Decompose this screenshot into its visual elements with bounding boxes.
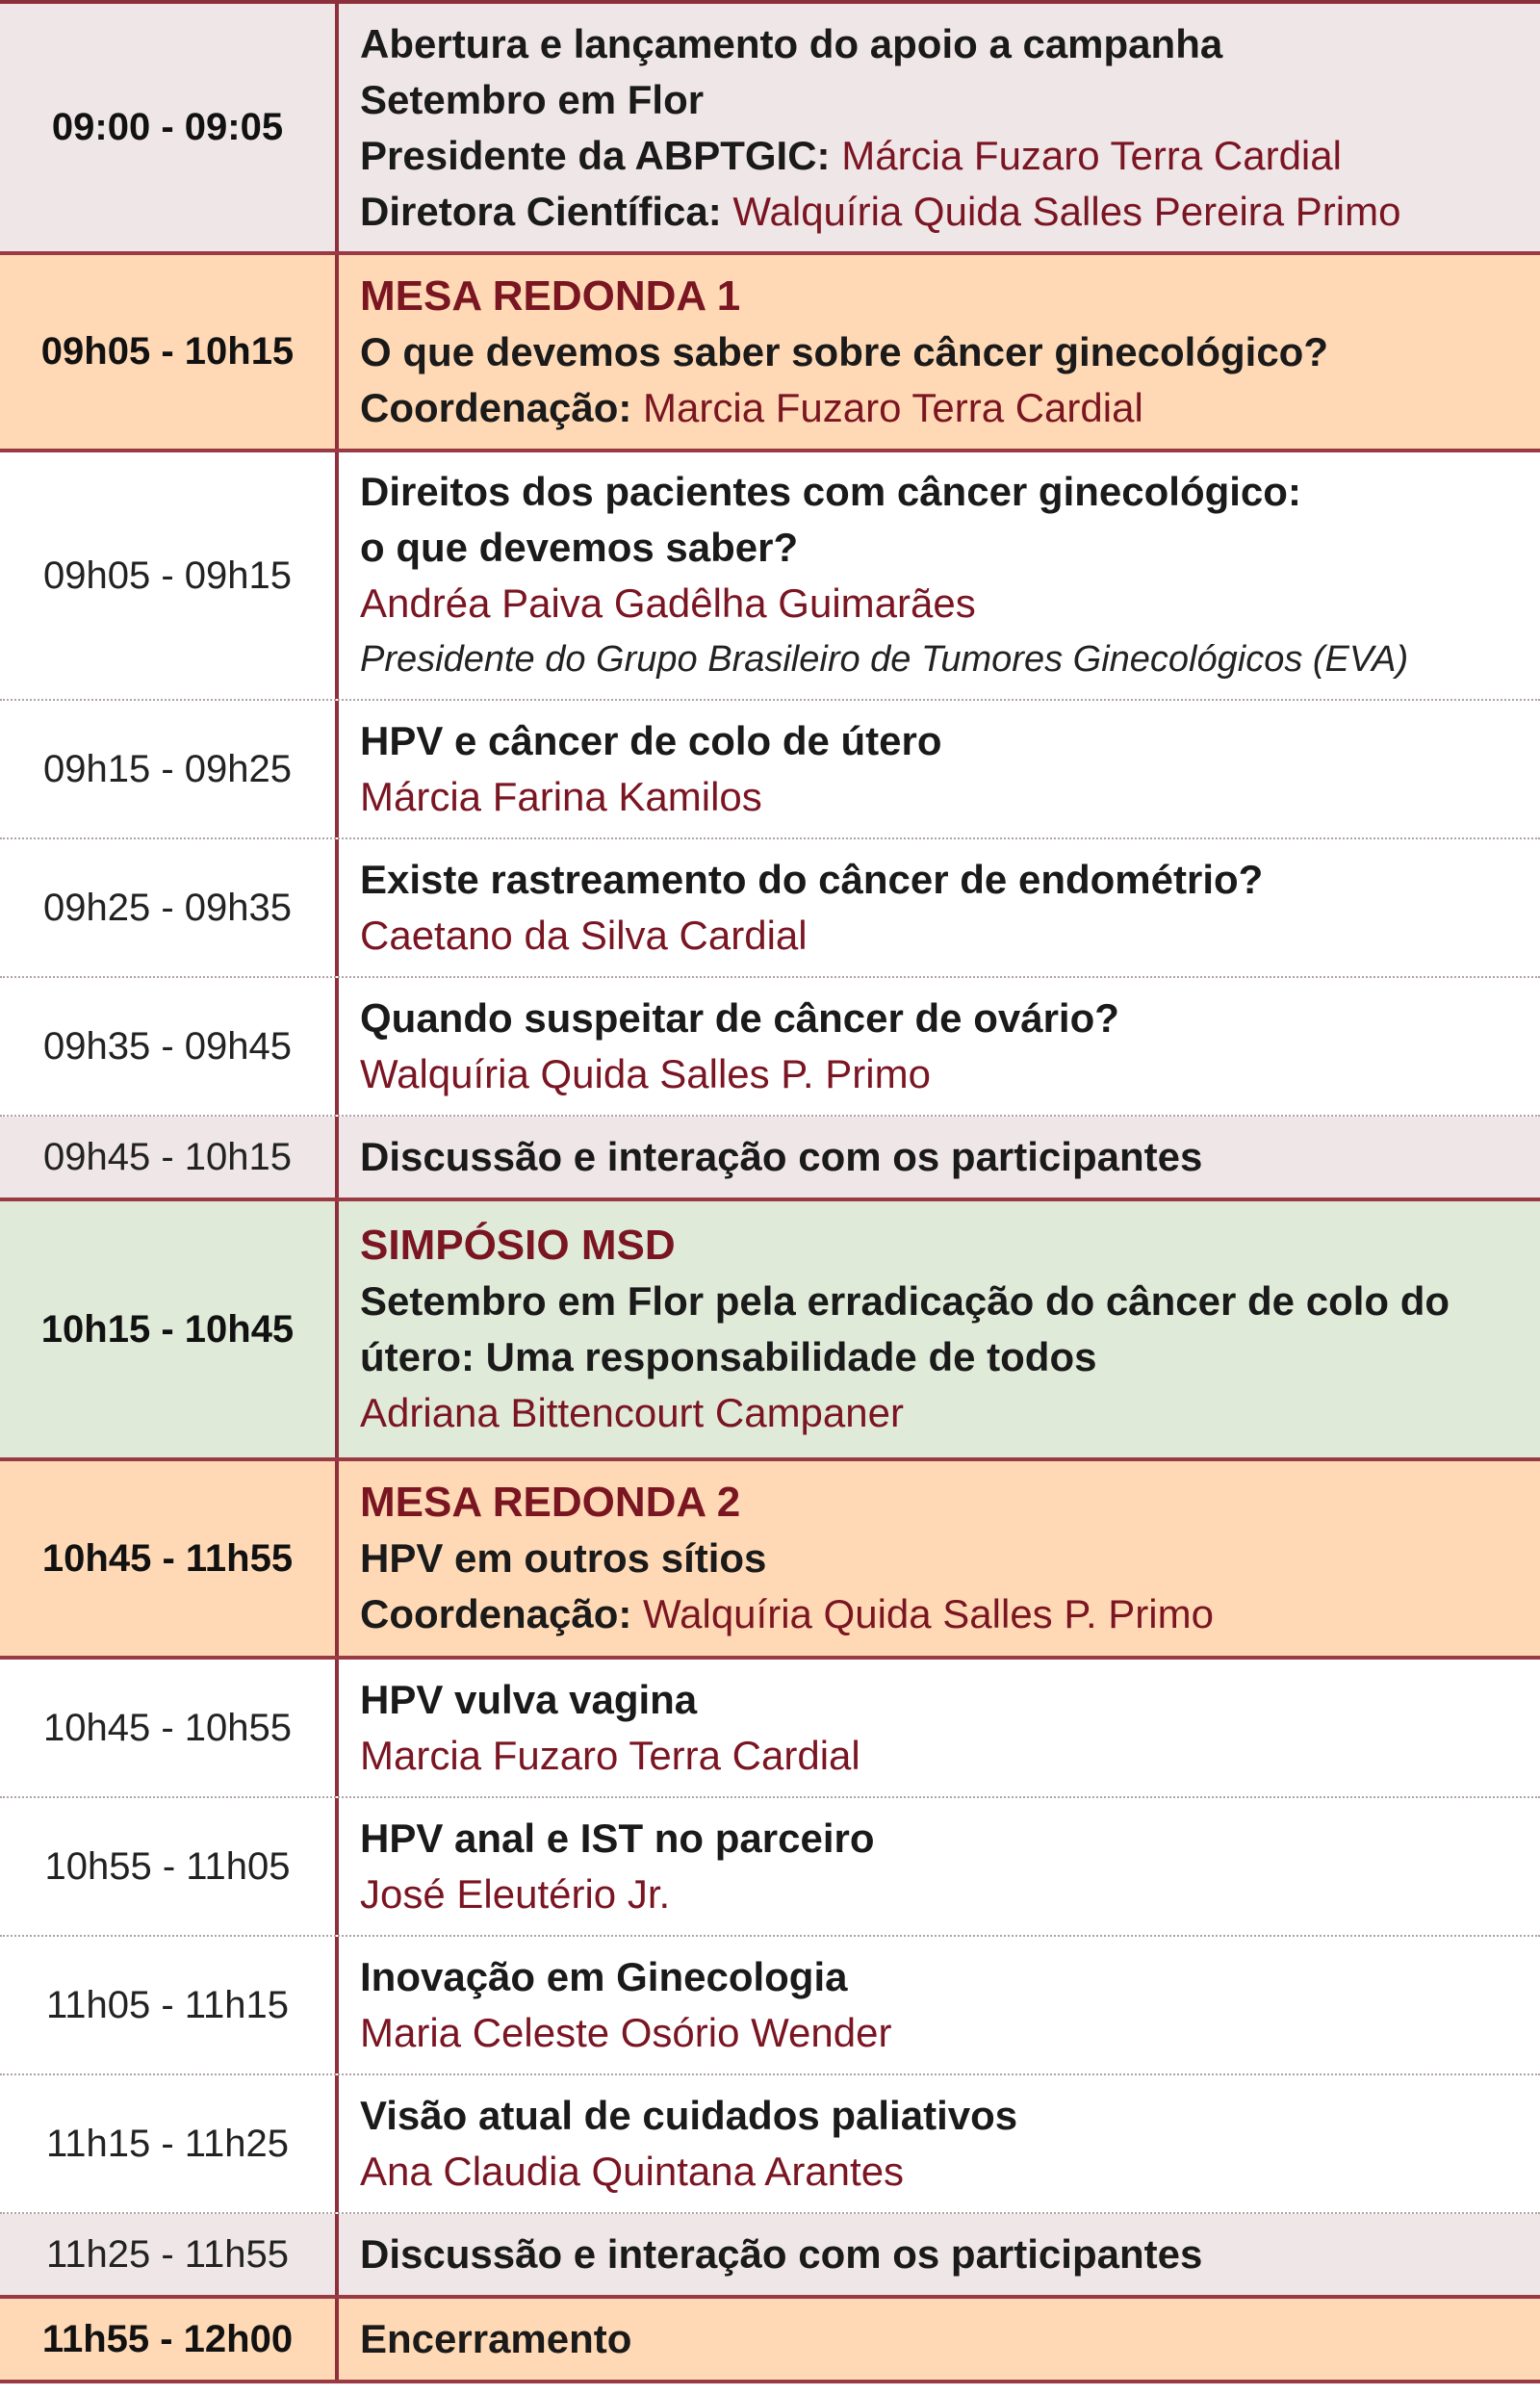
schedule-row-discussion — [0, 2214, 1540, 2299]
closing-title: Encerramento — [360, 2316, 632, 2361]
role-label: Presidente da ABPTGIC: — [360, 132, 831, 178]
talk-title: Visão atual de cuidados paliativos — [360, 2093, 1018, 2138]
schedule-row-talk — [0, 978, 1540, 1117]
session-heading: SIMPÓSIO MSD — [360, 1222, 676, 1269]
discussion-title: Discussão e interação com os participantes — [360, 1134, 1203, 1179]
time-cell: 11h25 - 11h55 — [0, 2214, 339, 2295]
speaker-name: Walquíria Quida Salles Pereira Primo — [732, 188, 1401, 234]
time-cell: 09h15 - 09h25 — [0, 701, 339, 837]
time-cell: 09h45 - 10h15 — [0, 1117, 339, 1198]
coordinator-label: Coordenação: — [360, 384, 632, 430]
session-cell — [339, 839, 1540, 976]
time-cell: 09h05 - 09h15 — [0, 452, 339, 699]
time-cell: 09h25 - 09h35 — [0, 839, 339, 976]
speaker-name: Walquíria Quida Salles P. Primo — [360, 1051, 931, 1096]
session-cell — [339, 255, 1540, 449]
session-heading: MESA REDONDA 1 — [360, 271, 741, 320]
speaker-name: Marcia Fuzaro Terra Cardial — [360, 1733, 860, 1778]
schedule-row-talk — [0, 839, 1540, 978]
schedule-row-talk — [0, 2075, 1540, 2214]
schedule-row-talk — [0, 1798, 1540, 1937]
time-cell: 09h35 - 09h45 — [0, 978, 339, 1115]
talk-title: o que devemos saber? — [360, 525, 799, 570]
speaker-name: Ana Claudia Quintana Arantes — [360, 2149, 905, 2194]
session-cell — [339, 1461, 1540, 1656]
talk-title: Quando suspeitar de câncer de ovário? — [360, 995, 1119, 1041]
time-cell: 09:00 - 09:05 — [0, 4, 339, 251]
schedule-row-mesa-redonda-1 — [0, 255, 1540, 452]
time-cell: 11h05 - 11h15 — [0, 1937, 339, 2073]
session-cell — [339, 1201, 1540, 1457]
coordinator-name: Walquíria Quida Salles P. Primo — [643, 1591, 1214, 1636]
time-cell: 11h15 - 11h25 — [0, 2075, 339, 2212]
schedule-row-closing — [0, 2299, 1540, 2383]
speaker-name: Márcia Farina Kamilos — [360, 774, 762, 819]
session-cell — [339, 2075, 1540, 2212]
coordinator-line — [360, 1586, 1521, 1642]
speaker-name: José Eleutério Jr. — [360, 1871, 671, 1917]
schedule-row-opening — [0, 4, 1540, 255]
discussion-title: Discussão e interação com os participantes — [360, 2231, 1203, 2277]
coordinator-label: Coordenação: — [360, 1591, 632, 1636]
session-title: Setembro em Flor — [360, 76, 705, 122]
session-cell — [339, 1937, 1540, 2073]
speaker-name: Maria Celeste Osório Wender — [360, 2010, 892, 2055]
session-cell — [339, 452, 1540, 699]
session-cell — [339, 701, 1540, 837]
session-cell — [339, 4, 1540, 251]
schedule-row-talk — [0, 1937, 1540, 2075]
speaker-line — [360, 128, 1521, 184]
talk-title: Direitos dos pacientes com câncer ginecológico: — [360, 469, 1301, 514]
talk-title: Inovação em Ginecologia — [360, 1954, 848, 1999]
time-cell: 10h55 - 11h05 — [0, 1798, 339, 1935]
session-title: Abertura e lançamento do apoio a campanha — [360, 20, 1223, 66]
speaker-role: Presidente do Grupo Brasileiro de Tumores Ginecológicos (EVA) — [360, 639, 1409, 680]
session-title: HPV em outros sítios — [360, 1535, 767, 1581]
session-cell — [339, 1798, 1540, 1935]
schedule-row-simposio-msd — [0, 1201, 1540, 1461]
time-cell: 09h05 - 10h15 — [0, 255, 339, 449]
schedule-row-talk — [0, 1660, 1540, 1798]
schedule-row-discussion — [0, 1117, 1540, 1201]
coordinator-line — [360, 380, 1521, 436]
time-cell: 10h15 - 10h45 — [0, 1201, 339, 1457]
talk-title: HPV e câncer de colo de útero — [360, 718, 942, 763]
session-cell — [339, 2299, 1540, 2380]
session-cell — [339, 978, 1540, 1115]
speaker-line — [360, 184, 1521, 240]
coordinator-name: Marcia Fuzaro Terra Cardial — [643, 384, 1143, 430]
session-cell — [339, 1660, 1540, 1796]
speaker-name: Caetano da Silva Cardial — [360, 913, 808, 958]
session-cell — [339, 2214, 1540, 2295]
speaker-name: Andréa Paiva Gadêlha Guimarães — [360, 580, 976, 626]
session-title: Setembro em Flor pela erradicação do câncer de colo do — [360, 1278, 1450, 1324]
time-cell: 11h55 - 12h00 — [0, 2299, 339, 2380]
session-title: útero: Uma responsabilidade de todos — [360, 1334, 1097, 1379]
talk-title: Existe rastreamento do câncer de endométrio? — [360, 857, 1264, 902]
session-heading: MESA REDONDA 2 — [360, 1479, 741, 1526]
session-cell — [339, 1117, 1540, 1198]
speaker-name: Adriana Bittencourt Campaner — [360, 1390, 904, 1435]
time-cell: 10h45 - 11h55 — [0, 1461, 339, 1656]
talk-title: HPV anal e IST no parceiro — [360, 1816, 875, 1861]
schedule-row-talk — [0, 452, 1540, 701]
role-label: Diretora Científica: — [360, 188, 722, 234]
session-title: O que devemos saber sobre câncer ginecológico? — [360, 328, 1328, 374]
schedule-row-talk — [0, 701, 1540, 839]
talk-title: HPV vulva vagina — [360, 1677, 698, 1722]
speaker-name: Márcia Fuzaro Terra Cardial — [841, 132, 1342, 178]
time-cell: 10h45 - 10h55 — [0, 1660, 339, 1796]
schedule-row-mesa-redonda-2 — [0, 1461, 1540, 1660]
